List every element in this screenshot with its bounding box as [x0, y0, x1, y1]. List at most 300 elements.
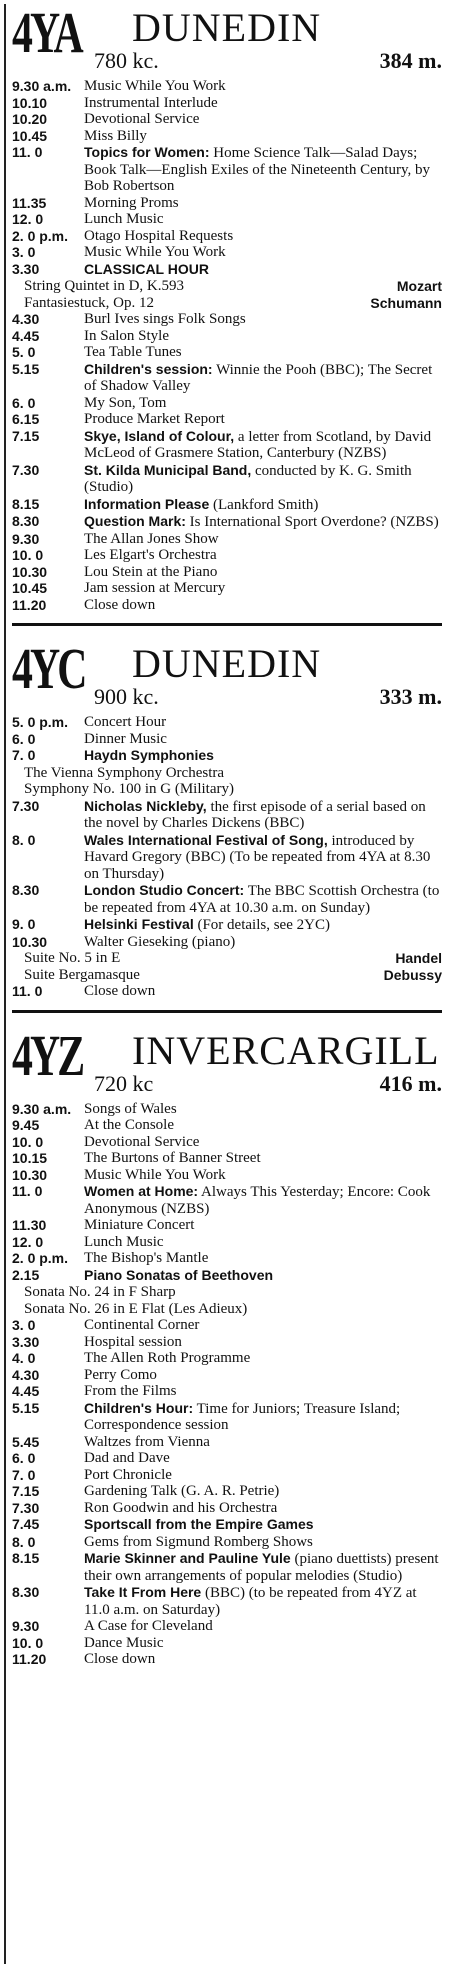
work-title: Suite No. 5 in E [24, 950, 121, 966]
programme-item [12, 513, 442, 531]
programme-description [84, 128, 442, 145]
programme-title: Information Please [84, 495, 210, 512]
programme-text: The Allan Jones Show [84, 530, 219, 547]
work-composer: Handel [395, 950, 442, 966]
programme-description [84, 428, 442, 462]
programme-item [12, 1383, 442, 1400]
programme-description [84, 1117, 442, 1134]
programme-time: 6. 0 [12, 394, 36, 411]
programme-title: Helsinki Festival [84, 916, 194, 932]
programme-item [12, 1234, 442, 1251]
programme-text: Waltzes from Vienna [84, 1433, 210, 1450]
programme-item [12, 1101, 442, 1118]
programme-text: At the Console [84, 1117, 174, 1133]
programme-item [12, 882, 442, 916]
programme-text: Time for Juniors; Treasure Island; Correspondence session [84, 1400, 401, 1433]
station-header [12, 0, 442, 78]
programme-description [84, 934, 442, 951]
programme-text: Devotional Service [84, 1133, 200, 1150]
programme-description [84, 411, 442, 428]
programme-time: 9.30 a.m. [12, 78, 72, 94]
programme-text: In Salon Style [84, 327, 169, 344]
station-city: INVERCARGILL [132, 1027, 440, 1073]
programme-item [12, 1134, 442, 1151]
programme-description [84, 1367, 442, 1384]
programme-time: 2. 0 p.m. [12, 227, 69, 244]
programme-text: Continental Corner [84, 1317, 200, 1333]
programme-item [12, 1250, 442, 1267]
work-title: Sonata No. 26 in E Flat (Les Adieux) [24, 1300, 248, 1317]
programme-text: Produce Market Report [84, 411, 225, 427]
programme-time: 10. 0 [12, 547, 44, 563]
programme-description [84, 747, 442, 765]
column-rule [4, 4, 6, 1964]
programme-description [84, 798, 442, 832]
section-divider [12, 1010, 442, 1013]
programme-description [84, 1267, 442, 1285]
programme-time: 8.15 [12, 1550, 40, 1566]
programme-item [12, 1183, 442, 1217]
programme-text: (Lankford Smith) [213, 496, 319, 513]
programme-text: Close down [84, 596, 156, 613]
programme-time: 5.15 [12, 1399, 40, 1416]
work-title: Fantasiestuck, Op. 12 [24, 294, 154, 311]
programme-description [84, 983, 442, 1000]
programme-description [84, 731, 442, 748]
programme-title: Children's Hour: [84, 1399, 194, 1416]
programme-item [12, 798, 442, 832]
programme-text: Walter Gieseking (piano) [84, 933, 236, 950]
programme-time: 6.15 [12, 411, 40, 427]
work-title: Symphony No. 100 in G (Military) [24, 781, 234, 797]
programme-time: 5.45 [12, 1433, 40, 1450]
station-frequency: 780 kc. [94, 48, 159, 73]
programme-text: Music While You Work [84, 78, 226, 94]
programme-description [84, 195, 442, 212]
programme-description [84, 395, 442, 412]
programme-time: 9.30 [12, 530, 40, 547]
programme-title: Skye, Island of Colour, [84, 427, 235, 444]
programme-time: 7. 0 [12, 1466, 36, 1483]
programme-time: 8.30 [12, 1584, 40, 1600]
station-header [12, 636, 442, 714]
programme-item [12, 597, 442, 614]
programme-time: 6. 0 [12, 730, 36, 747]
programme-item [12, 1217, 442, 1234]
programme-text: Close down [84, 1651, 156, 1667]
programme-text: conducted by K. G. Smith (Studio) [84, 462, 412, 495]
station-section [12, 0, 442, 613]
programme-item [12, 1267, 442, 1285]
programme-time: 10.20 [12, 111, 48, 127]
programme-description [84, 1167, 442, 1184]
programme-title: Women at Home: [84, 1183, 199, 1199]
programme-time: 5.15 [12, 360, 40, 377]
programme-description [84, 1550, 442, 1584]
programme-item [12, 1334, 442, 1351]
programme-time: 3.30 [12, 1333, 40, 1350]
programme-description [84, 513, 442, 531]
programme-item [12, 428, 442, 462]
programme-time: 10.45 [12, 127, 48, 144]
programme-description [84, 1400, 442, 1434]
programme-text: A Case for Cleveland [84, 1618, 213, 1634]
programme-item [12, 1367, 442, 1384]
work-composer: Debussy [383, 966, 442, 983]
programme-item [12, 731, 442, 748]
programme-item [12, 211, 442, 228]
station-wavelength: 416 m. [379, 1070, 442, 1096]
programme-text: Jam session at Mercury [84, 580, 226, 596]
programme-title: Wales International Festival of Song, [84, 831, 328, 848]
programme-time: 4. 0 [12, 1350, 36, 1366]
station-section [12, 1023, 442, 1668]
programme-description [84, 916, 442, 934]
programme-time: 6. 0 [12, 1450, 36, 1466]
programme-title: Sportscall from the Empire Games [84, 1516, 314, 1532]
programme-description [84, 832, 442, 883]
programme-time: 11.20 [12, 596, 47, 613]
programme-description [84, 1467, 442, 1484]
programme-description [84, 361, 442, 395]
programme-text: Is International Sport Overdone? (NZBS) [189, 514, 439, 530]
programme-time: 10.45 [12, 580, 48, 596]
programme-time: 2. 0 p.m. [12, 1250, 69, 1266]
programme-description [84, 95, 442, 112]
programme-item [12, 496, 442, 514]
programme-text: (For details, see 2YC) [197, 917, 330, 933]
programme-item [12, 1117, 442, 1134]
programme-time: 12. 0 [12, 211, 44, 227]
programme-description [84, 882, 442, 916]
programme-time: 5. 0 p.m. [12, 714, 69, 730]
programme-text: The BBC Scottish Orchestra (to be repeated from 4YA at 10.30 a.m. on Sunday) [84, 883, 440, 916]
programme-item [12, 1450, 442, 1467]
programme-text: (BBC) (to be repeated from 4YZ at 11.0 a.m. on Saturday) [84, 1585, 417, 1618]
programme-item [12, 311, 442, 328]
programme-description [84, 1500, 442, 1517]
programme-text: Hospital session [84, 1333, 182, 1350]
programme-text: Otago Hospital Requests [84, 227, 234, 244]
programme-item [12, 111, 442, 128]
programme-time: 8.30 [12, 882, 40, 898]
programme-item [12, 983, 442, 1000]
programme-description [84, 1350, 442, 1367]
programme-time: 11. 0 [12, 1183, 43, 1199]
station-frequency: 720 kc [94, 1070, 154, 1096]
programme-time: 7.30 [12, 1499, 40, 1516]
programme-item [12, 1350, 442, 1367]
station-callsign: 4YC [12, 636, 85, 701]
programme-text: the first episode of a serial based on the novel by Charles Dickens (BBC) [84, 798, 426, 831]
programme-work [12, 967, 442, 984]
programme-text: Port Chronicle [84, 1466, 172, 1483]
programme-item [12, 580, 442, 597]
programme-text: Devotional Service [84, 111, 200, 127]
programme-text: Concert Hour [84, 714, 167, 730]
programme-list [12, 1101, 442, 1668]
programme-time: 9.45 [12, 1117, 40, 1133]
programme-text: Lunch Music [84, 1233, 164, 1250]
programme-text: Music While You Work [84, 1166, 226, 1183]
programme-item [12, 395, 442, 412]
programme-time: 12. 0 [12, 1233, 44, 1250]
programme-description [84, 1618, 442, 1635]
programme-time: 10. 0 [12, 1133, 44, 1150]
programme-time: 2.15 [12, 1266, 40, 1283]
programme-item [12, 1317, 442, 1334]
programme-item [12, 195, 442, 212]
programme-item [12, 128, 442, 145]
programme-time: 10.30 [12, 933, 48, 950]
programme-description [84, 580, 442, 597]
programme-title: CLASSICAL HOUR [84, 260, 209, 277]
programme-description [84, 496, 442, 514]
programme-title: Nicholas Nickleby, [84, 797, 207, 814]
work-title: The Vienna Symphony Orchestra [24, 764, 225, 781]
programme-item [12, 1500, 442, 1517]
programme-work [12, 1284, 442, 1301]
work-title: Sonata No. 24 in F Sharp [24, 1284, 176, 1300]
programme-description [84, 597, 442, 614]
programme-time: 11.35 [12, 194, 47, 211]
programme-title: Marie Skinner and Pauline Yule [84, 1550, 291, 1566]
programme-description [84, 1334, 442, 1351]
programme-description [84, 1234, 442, 1251]
programme-time: 9. 0 [12, 916, 36, 932]
programme-work [12, 765, 442, 782]
programme-text: introduced by Havard Gregory (BBC) (To be repeated from 4YA at 8.30 on Thursday) [84, 832, 431, 882]
programme-work [12, 295, 442, 312]
programme-description [84, 531, 442, 548]
programme-title: Haydn Symphonies [84, 747, 214, 763]
programme-item [12, 747, 442, 765]
programme-item [12, 531, 442, 548]
programme-item [12, 564, 442, 581]
programme-description [84, 1584, 442, 1618]
station-city: DUNEDIN [132, 641, 322, 686]
station-city: DUNEDIN [132, 5, 322, 50]
station-wavelength: 384 m. [379, 48, 442, 73]
programme-text: Tea Table Tunes [84, 344, 182, 360]
programme-title: Piano Sonatas of Beethoven [84, 1266, 274, 1283]
programme-time: 10.30 [12, 563, 48, 580]
programme-description [84, 211, 442, 228]
programme-item [12, 934, 442, 951]
programme-time: 7.45 [12, 1516, 40, 1532]
programme-text: The Bishop's Mantle [84, 1250, 209, 1266]
programme-title: Children's session: [84, 360, 213, 377]
programme-description [84, 564, 442, 581]
programme-text: Instrumental Interlude [84, 94, 218, 111]
programme-text: Morning Proms [84, 194, 179, 211]
programme-description [84, 261, 442, 279]
work-title: Suite Bergamasque [24, 966, 140, 983]
programme-text: Dad and Dave [84, 1450, 170, 1466]
programme-description [84, 714, 442, 731]
programme-time: 3. 0 [12, 1317, 36, 1333]
programme-time: 7.15 [12, 1483, 40, 1499]
programme-time: 8.30 [12, 513, 40, 529]
programme-item [12, 261, 442, 279]
programme-text: Les Elgart's Orchestra [84, 547, 217, 563]
programme-item [12, 1635, 442, 1652]
programme-item [12, 144, 442, 195]
station-callsign: 4YA [12, 0, 81, 65]
programme-title: Topics for Women: [84, 144, 210, 160]
programme-list [12, 78, 442, 613]
programme-item [12, 361, 442, 395]
programme-item [12, 1400, 442, 1434]
programme-time: 5. 0 [12, 344, 36, 360]
programme-description [84, 1534, 442, 1551]
programme-description [84, 78, 442, 95]
programme-item [12, 95, 442, 112]
station-frequency: 900 kc. [94, 684, 159, 709]
programme-item [12, 1584, 442, 1618]
programme-time: 10.30 [12, 1166, 48, 1183]
programme-description [84, 1101, 442, 1118]
programme-time: 4.45 [12, 327, 40, 344]
programme-description [84, 1651, 442, 1668]
programme-work [12, 278, 442, 295]
programme-item [12, 1434, 442, 1451]
programme-text: Dinner Music [84, 730, 167, 747]
programme-title: Take It From Here [84, 1584, 202, 1600]
programme-title: St. Kilda Municipal Band, [84, 461, 252, 478]
programme-list [12, 714, 442, 1000]
programme-time: 10. 0 [12, 1634, 44, 1651]
programme-item [12, 547, 442, 564]
programme-text: Burl Ives sings Folk Songs [84, 311, 246, 327]
work-composer: Mozart [396, 278, 442, 294]
station-callsign: 4YZ [12, 1022, 83, 1088]
programme-time: 7. 0 [12, 747, 36, 763]
programme-time: 4.30 [12, 311, 40, 327]
programme-text: Miss Billy [84, 127, 147, 144]
programme-item [12, 1483, 442, 1500]
programme-text: a letter from Scotland, by David McLeod of Grasmere Station, Canterbury (NZBS) [84, 428, 432, 461]
programme-description [84, 547, 442, 564]
programme-description [84, 1483, 442, 1500]
programme-text: Close down [84, 983, 156, 999]
programme-time: 11.30 [12, 1217, 47, 1233]
programme-item [12, 411, 442, 428]
programme-text: The Allen Roth Programme [84, 1350, 251, 1366]
programme-text: Music While You Work [84, 244, 226, 260]
programme-text: Miniature Concert [84, 1217, 195, 1233]
programme-description [84, 244, 442, 261]
programme-item [12, 916, 442, 934]
programme-time: 9.30 [12, 1618, 40, 1634]
programme-item [12, 1550, 442, 1584]
programme-item [12, 1516, 442, 1534]
programme-time: 3.30 [12, 260, 40, 277]
programme-title: Question Mark: [84, 513, 186, 529]
programme-description [84, 1317, 442, 1334]
programme-time: 11. 0 [12, 983, 43, 999]
programme-item [12, 328, 442, 345]
programme-time: 7.30 [12, 797, 40, 814]
station-section [12, 636, 442, 1000]
programme-time: 8. 0 [12, 1533, 36, 1550]
programme-time: 8. 0 [12, 831, 36, 848]
programme-text: Perry Como [84, 1366, 157, 1383]
work-title: String Quintet in D, K.593 [24, 278, 184, 294]
programme-text: Always This Yesterday; Encore: Cook Anonymous (NZBS) [84, 1184, 431, 1217]
programme-text: Ron Goodwin and his Orchestra [84, 1499, 278, 1516]
programme-description [84, 1250, 442, 1267]
programme-description [84, 111, 442, 128]
programme-description [84, 1450, 442, 1467]
programme-text: Home Science Talk—Salad Days; Book Talk—English Exiles of the Nineteenth Century, by Bob Robertson [84, 145, 430, 194]
programme-description [84, 1383, 442, 1400]
programme-time: 3. 0 [12, 244, 36, 260]
programme-text: My Son, Tom [84, 394, 167, 411]
programme-text: The Burtons of Banner Street [84, 1150, 261, 1166]
station-wavelength: 333 m. [379, 684, 442, 709]
programme-item [12, 1618, 442, 1635]
programme-item [12, 344, 442, 361]
programme-text: From the Films [84, 1383, 177, 1399]
programme-item [12, 1150, 442, 1167]
programme-time: 11.20 [12, 1651, 47, 1667]
programme-time: 7.15 [12, 427, 40, 444]
programme-description [84, 228, 442, 245]
programme-description [84, 1150, 442, 1167]
programme-time: 10.15 [12, 1150, 48, 1166]
programme-description [84, 1134, 442, 1151]
programme-text: Dance Music [84, 1634, 164, 1651]
programme-description [84, 462, 442, 496]
programme-description [84, 1183, 442, 1217]
programme-time: 8.15 [12, 495, 40, 512]
programme-time: 7.30 [12, 461, 40, 478]
programme-description [84, 311, 442, 328]
programme-item [12, 1467, 442, 1484]
programme-work [12, 1301, 442, 1318]
programme-item [12, 1651, 442, 1668]
programme-time: 4.45 [12, 1383, 40, 1399]
programme-item [12, 244, 442, 261]
programme-text: (piano duettists) present their own arrangements of popular melodies (Studio) [84, 1551, 439, 1584]
station-header [12, 1023, 442, 1101]
programme-time: 4.30 [12, 1366, 40, 1383]
programme-time: 11. 0 [12, 144, 43, 160]
programme-item [12, 78, 442, 95]
programme-item [12, 832, 442, 883]
programme-description [84, 1516, 442, 1534]
programme-work [12, 950, 442, 967]
programme-item [12, 714, 442, 731]
programme-time: 10.10 [12, 94, 48, 111]
programme-text: Gardening Talk (G. A. R. Petrie) [84, 1483, 280, 1499]
section-divider [12, 623, 442, 626]
programme-text: Winnie the Pooh (BBC); The Secret of Shadow Valley [84, 361, 433, 394]
programme-item [12, 1534, 442, 1551]
programme-description [84, 1635, 442, 1652]
programme-description [84, 1434, 442, 1451]
work-composer: Schumann [370, 294, 442, 311]
programme-description [84, 1217, 442, 1234]
programme-work [12, 781, 442, 798]
programme-item [12, 228, 442, 245]
programme-description [84, 344, 442, 361]
programme-text: Lunch Music [84, 211, 164, 227]
programme-text: Lou Stein at the Piano [84, 563, 218, 580]
programme-time: 9.30 a.m. [12, 1100, 72, 1117]
programme-text: Songs of Wales [84, 1100, 177, 1117]
